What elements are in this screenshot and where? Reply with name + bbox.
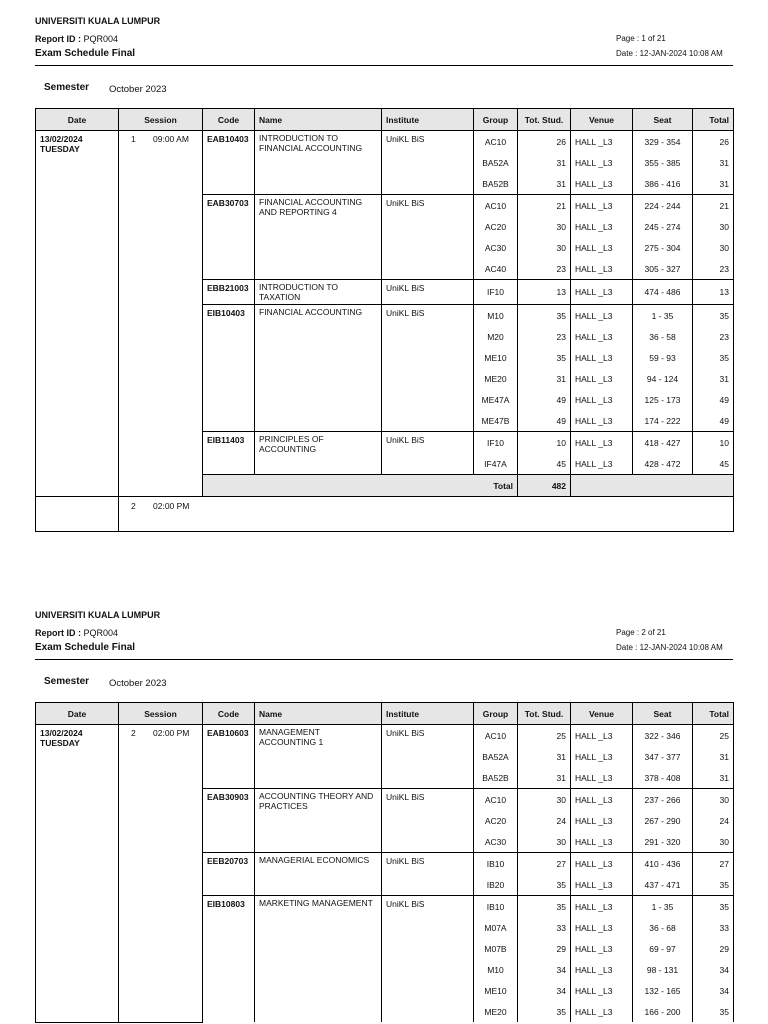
group-cell: BA52A xyxy=(474,746,518,767)
group-cell: AC20 xyxy=(474,810,518,831)
total-cell: 29 xyxy=(693,938,734,959)
course-code: EEB20703 xyxy=(203,853,255,896)
total-cell: 24 xyxy=(693,810,734,831)
tot-stud-cell: 13 xyxy=(518,280,571,305)
seat-cell: 94 - 124 xyxy=(633,368,693,389)
column-header-seat: Seat xyxy=(633,109,693,131)
course-institute: UniKL BiS xyxy=(382,195,474,280)
seat-cell: 36 - 68 xyxy=(633,917,693,938)
venue-cell: HALL _L3 xyxy=(571,131,633,153)
course-code: EAB10603 xyxy=(203,725,255,789)
session-cell xyxy=(119,725,203,1023)
total-cell: 26 xyxy=(693,131,734,153)
tot-stud-cell: 31 xyxy=(518,152,571,173)
report-title: Exam Schedule Final xyxy=(35,48,136,59)
seat-cell: 418 - 427 xyxy=(633,432,693,454)
university-name: UNIVERSITI KUALA LUMPUR xyxy=(35,16,161,26)
venue-cell: HALL _L3 xyxy=(571,305,633,327)
semester-value: October 2023 xyxy=(109,678,167,689)
total-cell: 13 xyxy=(693,280,734,305)
group-cell: BA52A xyxy=(474,152,518,173)
seat-cell: 224 - 244 xyxy=(633,195,693,217)
total-cell: 23 xyxy=(693,258,734,280)
report-id-value: PQR004 xyxy=(83,628,119,638)
course-institute: UniKL BiS xyxy=(382,853,474,896)
total-cell: 31 xyxy=(693,368,734,389)
total-cell: 31 xyxy=(693,173,734,195)
course-name: INTRODUCTION TO FINANCIAL ACCOUNTING xyxy=(255,131,382,195)
session-time: 09:00 AM xyxy=(153,134,189,144)
total-cell: 27 xyxy=(693,853,734,875)
venue-cell: HALL _L3 xyxy=(571,959,633,980)
group-cell: M20 xyxy=(474,326,518,347)
column-header-group: Group xyxy=(474,703,518,725)
group-cell: AC40 xyxy=(474,258,518,280)
group-cell: IF10 xyxy=(474,432,518,454)
tot-stud-cell: 30 xyxy=(518,831,571,853)
report-id xyxy=(35,628,118,638)
course-name: PRINCIPLES OF ACCOUNTING xyxy=(255,432,382,475)
group-cell: IF47A xyxy=(474,453,518,475)
group-cell: ME20 xyxy=(474,1001,518,1022)
total-cell: 21 xyxy=(693,195,734,217)
column-header-total: Total xyxy=(693,109,734,131)
venue-cell: HALL _L3 xyxy=(571,432,633,454)
column-header-session: Session xyxy=(119,109,203,131)
group-cell: IB10 xyxy=(474,896,518,918)
venue-cell: HALL _L3 xyxy=(571,280,633,305)
venue-cell: HALL _L3 xyxy=(571,767,633,789)
report-date: Date : 12-JAN-2024 10:08 AM xyxy=(616,49,723,58)
group-cell: AC10 xyxy=(474,789,518,811)
course-institute: UniKL BiS xyxy=(382,725,474,789)
seat-cell: 428 - 472 xyxy=(633,453,693,475)
total-cell: 35 xyxy=(693,874,734,896)
total-cell: 25 xyxy=(693,725,734,747)
report-id xyxy=(35,34,118,44)
tot-stud-cell: 24 xyxy=(518,810,571,831)
column-header-date: Date xyxy=(36,703,119,725)
report-id-label: Report ID : xyxy=(35,628,81,638)
group-cell: AC30 xyxy=(474,237,518,258)
course-name: MANAGEMENT ACCOUNTING 1 xyxy=(255,725,382,789)
tot-stud-cell: 49 xyxy=(518,389,571,410)
group-cell: AC30 xyxy=(474,831,518,853)
seat-cell: 347 - 377 xyxy=(633,746,693,767)
exam-schedule-table xyxy=(35,108,734,532)
total-cell: 10 xyxy=(693,432,734,454)
seat-cell: 267 - 290 xyxy=(633,810,693,831)
group-cell: BA52B xyxy=(474,173,518,195)
header-divider xyxy=(35,659,733,660)
column-header-venue: Venue xyxy=(571,109,633,131)
semester-label: Semester xyxy=(44,82,90,93)
column-header-session: Session xyxy=(119,703,203,725)
exam-day: TUESDAY xyxy=(40,738,80,748)
venue-cell: HALL _L3 xyxy=(571,725,633,747)
group-cell: ME20 xyxy=(474,368,518,389)
total-cell: 35 xyxy=(693,347,734,368)
group-cell: AC10 xyxy=(474,195,518,217)
table-header-row xyxy=(36,109,734,131)
seat-cell: 355 - 385 xyxy=(633,152,693,173)
total-cell: 30 xyxy=(693,789,734,811)
page-number: Page : 2 of 21 xyxy=(616,628,666,637)
column-header-institute: Institute xyxy=(382,109,474,131)
venue-cell: HALL _L3 xyxy=(571,853,633,875)
group-cell: IB20 xyxy=(474,874,518,896)
tot-stud-cell: 25 xyxy=(518,725,571,747)
course-name: FINANCIAL ACCOUNTING AND REPORTING 4 xyxy=(255,195,382,280)
total-cell: 31 xyxy=(693,746,734,767)
group-cell: ME10 xyxy=(474,980,518,1001)
venue-cell: HALL _L3 xyxy=(571,389,633,410)
group-cell: ME47B xyxy=(474,410,518,432)
seat-cell: 237 - 266 xyxy=(633,789,693,811)
column-header-date: Date xyxy=(36,109,119,131)
seat-cell: 1 - 35 xyxy=(633,305,693,327)
total-cell: 33 xyxy=(693,917,734,938)
venue-cell: HALL _L3 xyxy=(571,746,633,767)
total-cell: 45 xyxy=(693,453,734,475)
exam-date-cell xyxy=(36,725,119,1023)
seat-cell: 322 - 346 xyxy=(633,725,693,747)
report-id-value: PQR004 xyxy=(83,34,119,44)
tot-stud-cell: 34 xyxy=(518,959,571,980)
semester-value: October 2023 xyxy=(109,84,167,95)
venue-cell: HALL _L3 xyxy=(571,896,633,918)
tot-stud-cell: 31 xyxy=(518,368,571,389)
column-header-name: Name xyxy=(255,703,382,725)
tot-stud-cell: 26 xyxy=(518,131,571,153)
venue-cell: HALL _L3 xyxy=(571,326,633,347)
seat-cell: 386 - 416 xyxy=(633,173,693,195)
session-time: 02:00 PM xyxy=(153,728,190,738)
total-cell: 31 xyxy=(693,767,734,789)
next-session-cell xyxy=(119,497,734,532)
session-cell xyxy=(119,131,203,497)
column-header-institute: Institute xyxy=(382,703,474,725)
column-header-venue: Venue xyxy=(571,703,633,725)
course-code: EAB10403 xyxy=(203,131,255,195)
venue-cell: HALL _L3 xyxy=(571,152,633,173)
course-code: EIB10803 xyxy=(203,896,255,1023)
next-session-time: 02:00 PM xyxy=(153,501,190,511)
seat-cell: 36 - 58 xyxy=(633,326,693,347)
group-cell: M10 xyxy=(474,305,518,327)
seat-cell: 291 - 320 xyxy=(633,831,693,853)
seat-cell: 132 - 165 xyxy=(633,980,693,1001)
exam-date: 13/02/2024 xyxy=(40,728,83,738)
group-cell: AC20 xyxy=(474,216,518,237)
report-date: Date : 12-JAN-2024 10:08 AM xyxy=(616,643,723,652)
venue-cell: HALL _L3 xyxy=(571,980,633,1001)
session-number: 2 xyxy=(131,728,136,738)
report-title: Exam Schedule Final xyxy=(35,642,136,653)
seat-cell: 174 - 222 xyxy=(633,410,693,432)
column-header-seat: Seat xyxy=(633,703,693,725)
session-total-blank xyxy=(571,475,734,497)
tot-stud-cell: 31 xyxy=(518,173,571,195)
seat-cell: 125 - 173 xyxy=(633,389,693,410)
tot-stud-cell: 33 xyxy=(518,917,571,938)
exam-date: 13/02/2024 xyxy=(40,134,83,144)
venue-cell: HALL _L3 xyxy=(571,195,633,217)
course-name: INTRODUCTION TO TAXATION xyxy=(255,280,382,305)
group-cell: M10 xyxy=(474,959,518,980)
column-header-tot-stud: Tot. Stud. xyxy=(518,703,571,725)
venue-cell: HALL _L3 xyxy=(571,173,633,195)
seat-cell: 410 - 436 xyxy=(633,853,693,875)
group-cell: IF10 xyxy=(474,280,518,305)
exam-schedule-table xyxy=(35,702,734,1023)
tot-stud-cell: 30 xyxy=(518,789,571,811)
tot-stud-cell: 29 xyxy=(518,938,571,959)
header-divider xyxy=(35,65,733,66)
total-cell: 30 xyxy=(693,831,734,853)
seat-cell: 305 - 327 xyxy=(633,258,693,280)
page-number: Page : 1 of 21 xyxy=(616,34,666,43)
column-header-code: Code xyxy=(203,109,255,131)
session-number: 1 xyxy=(131,134,136,144)
group-cell: AC10 xyxy=(474,725,518,747)
venue-cell: HALL _L3 xyxy=(571,258,633,280)
seat-cell: 329 - 354 xyxy=(633,131,693,153)
tot-stud-cell: 45 xyxy=(518,453,571,475)
venue-cell: HALL _L3 xyxy=(571,831,633,853)
column-header-group: Group xyxy=(474,109,518,131)
column-header-tot-stud: Tot. Stud. xyxy=(518,109,571,131)
venue-cell: HALL _L3 xyxy=(571,347,633,368)
total-cell: 49 xyxy=(693,389,734,410)
seat-cell: 69 - 97 xyxy=(633,938,693,959)
column-header-total: Total xyxy=(693,703,734,725)
venue-cell: HALL _L3 xyxy=(571,368,633,389)
group-cell: BA52B xyxy=(474,767,518,789)
seat-cell: 245 - 274 xyxy=(633,216,693,237)
total-cell: 30 xyxy=(693,216,734,237)
tot-stud-cell: 35 xyxy=(518,347,571,368)
total-cell: 35 xyxy=(693,305,734,327)
tot-stud-cell: 27 xyxy=(518,853,571,875)
course-institute: UniKL BiS xyxy=(382,280,474,305)
tot-stud-cell: 35 xyxy=(518,305,571,327)
column-header-code: Code xyxy=(203,703,255,725)
university-name: UNIVERSITI KUALA LUMPUR xyxy=(35,610,161,620)
course-code: EIB10403 xyxy=(203,305,255,432)
tot-stud-cell: 30 xyxy=(518,216,571,237)
tot-stud-cell: 23 xyxy=(518,326,571,347)
table-header-row xyxy=(36,703,734,725)
seat-cell: 59 - 93 xyxy=(633,347,693,368)
total-cell: 31 xyxy=(693,152,734,173)
tot-stud-cell: 49 xyxy=(518,410,571,432)
seat-cell: 1 - 35 xyxy=(633,896,693,918)
course-name: ACCOUNTING THEORY AND PRACTICES xyxy=(255,789,382,853)
tot-stud-cell: 23 xyxy=(518,258,571,280)
seat-cell: 166 - 200 xyxy=(633,1001,693,1022)
course-name: FINANCIAL ACCOUNTING xyxy=(255,305,382,432)
venue-cell: HALL _L3 xyxy=(571,789,633,811)
report-id-label: Report ID : xyxy=(35,34,81,44)
group-cell: ME47A xyxy=(474,389,518,410)
course-institute: UniKL BiS xyxy=(382,131,474,195)
tot-stud-cell: 35 xyxy=(518,1001,571,1022)
table-row xyxy=(36,725,734,747)
tot-stud-cell: 21 xyxy=(518,195,571,217)
next-session-date-blank xyxy=(36,497,119,532)
session-total-label: Total xyxy=(203,475,518,497)
seat-cell: 275 - 304 xyxy=(633,237,693,258)
seat-cell: 378 - 408 xyxy=(633,767,693,789)
venue-cell: HALL _L3 xyxy=(571,938,633,959)
course-institute: UniKL BiS xyxy=(382,305,474,432)
group-cell: M07B xyxy=(474,938,518,959)
group-cell: AC10 xyxy=(474,131,518,153)
venue-cell: HALL _L3 xyxy=(571,216,633,237)
venue-cell: HALL _L3 xyxy=(571,874,633,896)
venue-cell: HALL _L3 xyxy=(571,410,633,432)
tot-stud-cell: 31 xyxy=(518,767,571,789)
table-row xyxy=(36,131,734,153)
course-name: MARKETING MANAGEMENT xyxy=(255,896,382,1023)
exam-day: TUESDAY xyxy=(40,144,80,154)
total-cell: 30 xyxy=(693,237,734,258)
course-code: EBB21003 xyxy=(203,280,255,305)
seat-cell: 437 - 471 xyxy=(633,874,693,896)
tot-stud-cell: 35 xyxy=(518,896,571,918)
group-cell: IB10 xyxy=(474,853,518,875)
total-cell: 35 xyxy=(693,1001,734,1022)
course-institute: UniKL BiS xyxy=(382,432,474,475)
exam-date-cell xyxy=(36,131,119,497)
total-cell: 34 xyxy=(693,980,734,1001)
venue-cell: HALL _L3 xyxy=(571,810,633,831)
tot-stud-cell: 35 xyxy=(518,874,571,896)
next-session-row xyxy=(36,497,734,532)
course-code: EAB30703 xyxy=(203,195,255,280)
tot-stud-cell: 30 xyxy=(518,237,571,258)
next-session-number: 2 xyxy=(131,501,136,511)
semester-label: Semester xyxy=(44,676,90,687)
total-cell: 35 xyxy=(693,896,734,918)
group-cell: ME10 xyxy=(474,347,518,368)
seat-cell: 474 - 486 xyxy=(633,280,693,305)
venue-cell: HALL _L3 xyxy=(571,1001,633,1022)
session-total-value: 482 xyxy=(518,475,571,497)
group-cell: M07A xyxy=(474,917,518,938)
seat-cell: 98 - 131 xyxy=(633,959,693,980)
total-cell: 49 xyxy=(693,410,734,432)
venue-cell: HALL _L3 xyxy=(571,917,633,938)
column-header-name: Name xyxy=(255,109,382,131)
total-cell: 23 xyxy=(693,326,734,347)
tot-stud-cell: 10 xyxy=(518,432,571,454)
course-code: EIB11403 xyxy=(203,432,255,475)
total-cell: 34 xyxy=(693,959,734,980)
course-code: EAB30903 xyxy=(203,789,255,853)
course-institute: UniKL BiS xyxy=(382,896,474,1023)
tot-stud-cell: 34 xyxy=(518,980,571,1001)
tot-stud-cell: 31 xyxy=(518,746,571,767)
course-name: MANAGERIAL ECONOMICS xyxy=(255,853,382,896)
venue-cell: HALL _L3 xyxy=(571,237,633,258)
venue-cell: HALL _L3 xyxy=(571,453,633,475)
course-institute: UniKL BiS xyxy=(382,789,474,853)
